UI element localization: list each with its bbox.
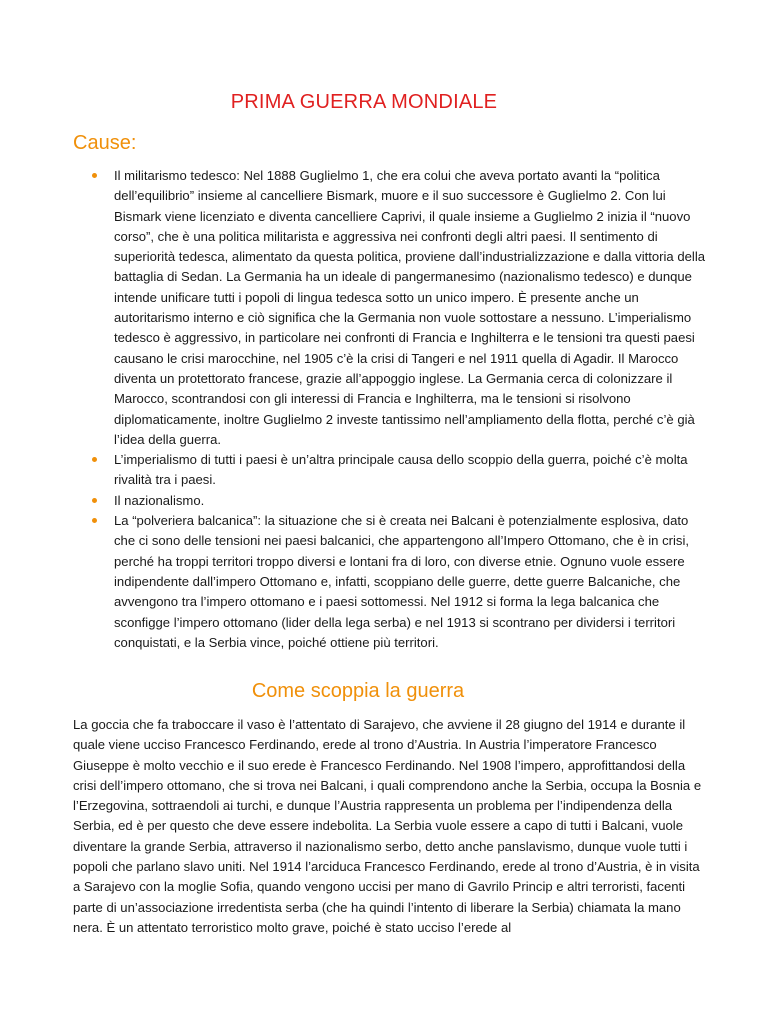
bullet-text: Il militarismo tedesco: Nel 1888 Guglielmo 1, che era colui che aveva portato avanti la “politica dell’equilibrio” insieme al cancelliere Bismark, muore e il suo successore è Guglielmo 2. Con lui Bismark viene licenziato e diventa cancelliere Caprivi, il quale insieme a Guglielmo 2 inizia il “nuovo corso”, che è una politica militarista e aggressiva nei confronti degli altri paesi. Il sentimento di superiorità tedesca, alimentato da questa politica, proviene dall’industrializzazione e dalla vittoria della battaglia di Sedan. La Germania ha un ideale di pangermanesimo (nazionalismo tedesco) e dunque intende unificare tutti i popoli di lingua tedesca sotto un unico impero. È presente anche un autoritarismo interno e ciò significa che la Germania non vuole sottostare a nessuno. L’imperialismo tedesco è aggressivo, in particolare nei confronti di Francia e Inghilterra e le tensioni tra questi paesi causano le crisi marocchine, nel 1905 c’è la crisi di Tangeri e nel 1911 quella di Agadir. Il Marocco diventa un protettorato francese, grazie all’appoggio inglese. La Germania cerca di colonizzare il Marocco, scontrandosi con gli interessi di Francia e Inghilterra, ma le tensioni si risolvono diplomaticamente, inoltre Guglielmo 2 investe tantissimo nell’ampliamento della flotta, perché c’è già l’idea della guerra. — [114, 168, 706, 447]
bullet-dot-icon — [92, 457, 97, 462]
bullet-dot-icon — [92, 173, 97, 178]
document-title: PRIMA GUERRA MONDIALE — [230, 91, 498, 113]
list-item — [92, 511, 712, 653]
bullet-text: La “polveriera balcanica”: la situazione che si è creata nei Balcani è potenzialmente esplosiva, dato che ci sono delle tensioni nei paesi balcanici, che appartengono all’Impero Ottomano, che è in crisi, perché ha troppi territori troppo diversi e lontani fra di loro, con diverse etnie. Ognuno vuole essere indipendente dall’impero Ottomano e, infatti, scoppiano delle guerre, dette guerre Balcaniche, che avvengono tra l’impero ottomano e i paesi sottomessi. Nel 1912 si forma la lega balcanica che sconfigge l’impero ottomano (lider della lega serba) e nel 1913 si scontrano per dividersi i territori conquistati, e la Serbia vince, poiché ottiene più territori. — [114, 513, 690, 650]
list-item — [92, 491, 712, 511]
list-item — [92, 166, 712, 450]
bullet-dot-icon — [92, 498, 97, 503]
bullet-dot-icon — [92, 518, 97, 523]
section-heading-come-scoppia: Come scoppia la guerra — [251, 680, 465, 702]
bullet-text: L’imperialismo di tutti i paesi è un’altra principale causa dello scoppio della guerra, poiché c’è molta rivalità tra i paesi. — [114, 452, 688, 488]
list-item — [92, 450, 712, 491]
section-heading-cause: Cause: — [73, 132, 137, 154]
body-paragraph: La goccia che fa traboccare il vaso è l’attentato di Sarajevo, che avviene il 28 giugno del 1914 e durante il quale viene ucciso Francesco Ferdinando, erede al trono d’Austria. In Austria l’imperatore Francesco Giuseppe è molto vecchio e il suo erede è Francesco Ferdinando. Nel 1908 l’impero, approfittandosi della crisi dell’impero ottomano, che si trova nei Balcani, i quali comprendono anche la Serbia, occupa la Bosnia e l’Erzegovina, sottraendoli ai turchi, e dunque l’Austria rappresenta un problema per l’indipendenza della Serbia, ed è per questo che deve essere indebolita. La Serbia vuole essere a capo di tutti i Balcani, vuole diventare la grande Serbia, attraverso il nazionalismo serbo, detto anche panslavismo, dunque vuole tutti i popoli che parlano slavo uniti. Nel 1914 l’arciduca Francesco Ferdinando, erede al trono d’Austria, è in visita a Sarajevo con la moglie Sofia, quando vengono uccisi per mano di Gavrilo Princip e altri terroristi, facenti parte di un’associazione irredentista serba (che ha quindi l’intento di liberare la Serbia) chiamata la mano nera. È un attentato terroristico molto grave, poiché è stato ucciso l’erede al — [73, 717, 702, 935]
bullet-text: Il nazionalismo. — [114, 492, 205, 508]
cause-bullet-list — [92, 166, 712, 653]
